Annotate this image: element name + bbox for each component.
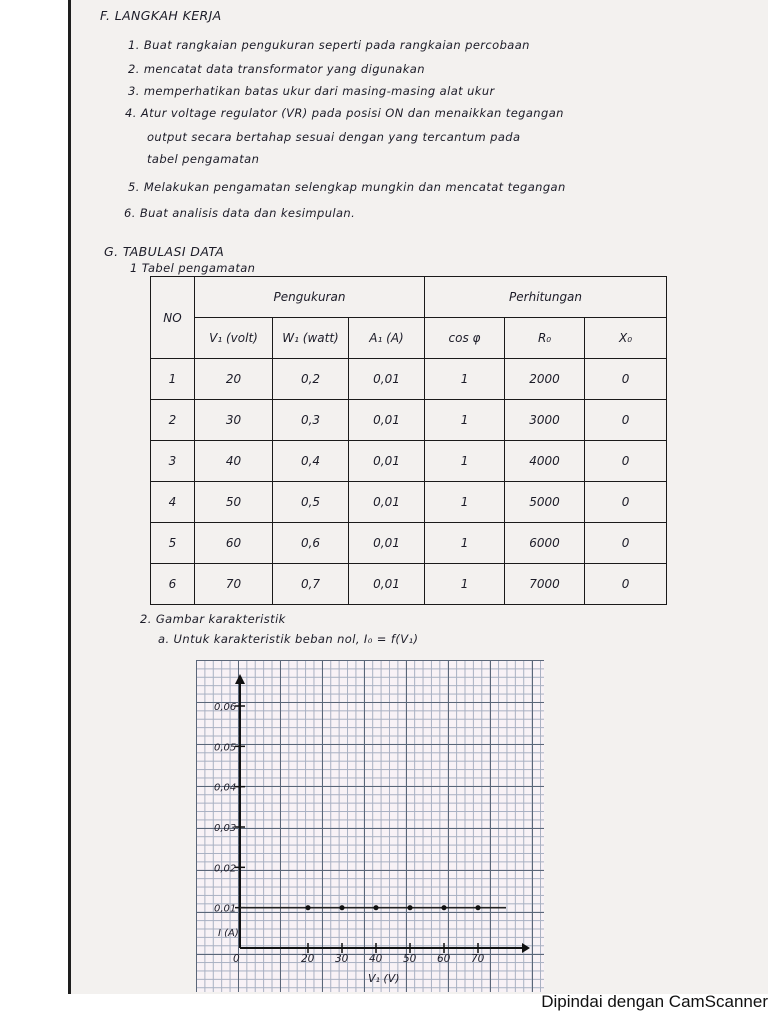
graph-heading: 2. Gambar karakteristik <box>140 612 286 626</box>
x-axis-label: V₁ (V) <box>368 972 400 985</box>
cell: 4 <box>151 482 195 523</box>
cell: 5 <box>151 523 195 564</box>
step-3: 3. memperhatikan batas ukur dari masing-masing alat ukur <box>128 84 495 98</box>
cell: 0,01 <box>349 400 425 441</box>
cell: 0,4 <box>273 441 349 482</box>
cell: 0,01 <box>349 441 425 482</box>
data-point <box>475 905 480 910</box>
data-point <box>441 905 446 910</box>
step-2: 2. mencatat data transformator yang digunakan <box>128 62 425 76</box>
cell: 0,01 <box>349 482 425 523</box>
table-row <box>151 359 667 400</box>
cell: 1 <box>425 400 505 441</box>
cell: 0,01 <box>349 359 425 400</box>
y-tick-label: 0,04 <box>214 782 237 794</box>
header-measurement: Pengukuran <box>195 277 425 318</box>
y-tick-label: 0,05 <box>214 742 237 754</box>
header-a1: A₁ (A) <box>349 318 425 359</box>
x-tick-label: 70 <box>471 953 485 965</box>
cell: 0,6 <box>273 523 349 564</box>
y-tick-label: 0,06 <box>214 702 237 713</box>
x-tick-label: 40 <box>369 953 383 965</box>
data-point <box>407 905 412 910</box>
header-x0: X₀ <box>585 318 667 359</box>
y-axis-label: I (A) <box>218 928 239 939</box>
y-axis-arrow <box>235 674 245 684</box>
table-row <box>151 523 667 564</box>
step-6: 6. Buat analisis data dan kesimpulan. <box>124 206 356 220</box>
step-4: 4. Atur voltage regulator (VR) pada posisi ON dan menaikkan tegangan <box>125 106 564 120</box>
y-tick-label: 0,02 <box>214 863 237 875</box>
step-4-cont-2: tabel pengamatan <box>147 152 260 166</box>
header-v1: V₁ (volt) <box>195 318 273 359</box>
graph-paper <box>196 660 544 992</box>
cell: 60 <box>195 523 273 564</box>
table-caption: 1 Tabel pengamatan <box>130 261 256 275</box>
header-r0: R₀ <box>505 318 585 359</box>
x-tick-label: 60 <box>437 953 451 965</box>
x-axis-arrow <box>522 943 530 953</box>
cell: 1 <box>425 482 505 523</box>
x-tick-label: 20 <box>301 953 315 965</box>
cell: 0 <box>585 359 667 400</box>
x-tick-label: 30 <box>335 953 349 965</box>
table-row <box>151 564 667 605</box>
section-g-heading: G. TABULASI DATA <box>104 244 225 259</box>
cell: 40 <box>195 441 273 482</box>
step-4-cont-1: output secara bertahap sesuai dengan yang tercantum pada <box>147 130 521 144</box>
y-tick-label: 0,03 <box>214 823 237 834</box>
cell: 1 <box>425 359 505 400</box>
data-point <box>305 905 310 910</box>
data-point <box>339 905 344 910</box>
cell: 6000 <box>505 523 585 564</box>
header-calculation: Perhitungan <box>425 277 667 318</box>
cell: 2 <box>151 400 195 441</box>
cell: 0 <box>585 482 667 523</box>
y-tick-label: 0,01 <box>214 903 237 915</box>
graph-subheading: a. Untuk karakteristik beban nol, I₀ = f(V₁) <box>158 632 419 646</box>
cell: 2000 <box>505 359 585 400</box>
cell: 6 <box>151 564 195 605</box>
header-cos-phi: cos φ <box>425 318 505 359</box>
scanner-watermark: Dipindai dengan CamScanner <box>541 992 768 1011</box>
cell: 0,7 <box>273 564 349 605</box>
cell: 3 <box>151 441 195 482</box>
cell: 0,01 <box>349 564 425 605</box>
chart <box>196 660 544 992</box>
cell: 0 <box>585 564 667 605</box>
cell: 1 <box>151 359 195 400</box>
x-tick-label: 50 <box>403 953 417 965</box>
table-row <box>151 441 667 482</box>
table-row <box>151 482 667 523</box>
cell: 30 <box>195 400 273 441</box>
cell: 7000 <box>505 564 585 605</box>
observation-table <box>150 276 667 605</box>
cell: 20 <box>195 359 273 400</box>
cell: 0 <box>585 523 667 564</box>
header-w1: W₁ (watt) <box>273 318 349 359</box>
cell: 5000 <box>505 482 585 523</box>
cell: 0 <box>585 400 667 441</box>
x-tick-label: 0 <box>233 953 240 965</box>
step-1: 1. Buat rangkaian pengukuran seperti pada rangkaian percobaan <box>128 38 530 52</box>
cell: 1 <box>425 441 505 482</box>
header-no: NO <box>151 277 195 359</box>
step-5: 5. Melakukan pengamatan selengkap mungkin dan mencatat tegangan <box>128 180 566 194</box>
cell: 0,5 <box>273 482 349 523</box>
cell: 1 <box>425 523 505 564</box>
cell: 0 <box>585 441 667 482</box>
cell: 0,2 <box>273 359 349 400</box>
cell: 0,3 <box>273 400 349 441</box>
cell: 4000 <box>505 441 585 482</box>
cell: 3000 <box>505 400 585 441</box>
data-point <box>373 905 378 910</box>
table-row <box>151 400 667 441</box>
cell: 0,01 <box>349 523 425 564</box>
section-f-heading: F. LANGKAH KERJA <box>100 8 222 23</box>
cell: 70 <box>195 564 273 605</box>
cell: 50 <box>195 482 273 523</box>
cell: 1 <box>425 564 505 605</box>
